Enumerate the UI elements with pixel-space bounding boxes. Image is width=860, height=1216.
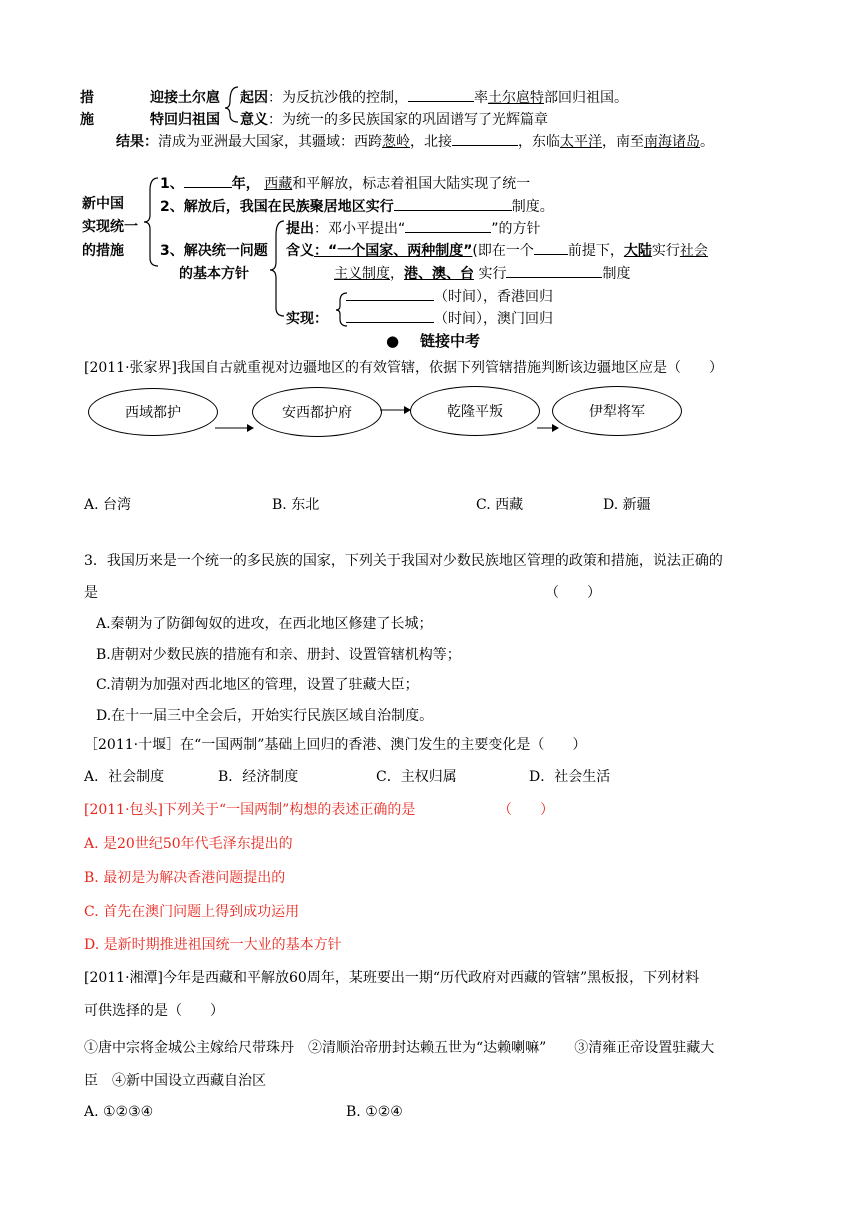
blank-mo-time [346, 309, 434, 323]
flow-node-1 [88, 388, 218, 436]
result-congling: 葱岭 [382, 134, 410, 150]
content-socialism: 主义制度 [334, 266, 390, 282]
q4-option-d: D. 是新时期推进祖国统一大业的基本方针 [84, 937, 342, 953]
welcome-line1: 迎接土尔扈 [150, 90, 220, 106]
q5-items-line2: 臣 ④新中国设立西藏自治区 [84, 1073, 266, 1089]
propose-tail: ”的方针 [491, 221, 541, 237]
result-text-e: 。 [700, 134, 714, 150]
q1-option-d: D. 新疆 [603, 497, 651, 513]
realize-hk-line [346, 286, 553, 306]
cause-line [240, 87, 628, 107]
result-text-c: ，东临 [518, 134, 560, 150]
blank-leader [408, 88, 474, 102]
q4-stem: [2011·包头]下列关于“一国两制”构想的表述正确的是 [84, 802, 416, 818]
item3-line2: 的基本方针 [179, 266, 249, 282]
result-text-d: ，南至 [602, 134, 644, 150]
blank-hk-time [346, 287, 434, 301]
item1-num: 1、 [160, 176, 184, 192]
realize-mo-line [346, 308, 553, 328]
newchina-side3: 的措施 [82, 243, 124, 259]
q4-option-b: B. 最初是为解决香港问题提出的 [84, 870, 286, 886]
content-comma: ， [390, 266, 404, 282]
q5-items-line1: ①唐中宗将金城公主嫁给尺带珠丹 ②清顺治帝册封达赖五世为“达赖喇嘛” ③清雍正帝设置驻藏大 [84, 1040, 715, 1056]
cause-torghut: 土尔扈特 [488, 90, 544, 106]
q3-stem: ［2011·十堰］在“一国两制”基础上回归的香港、澳门发生的主要变化是（ ） [84, 737, 587, 753]
q1-option-c: C. 西藏 [476, 497, 524, 513]
result-line [116, 131, 714, 151]
flow-node-3 [410, 386, 540, 436]
content-text-d: 实行 [651, 243, 680, 259]
result-text-b: ，北接 [410, 134, 452, 150]
result-nanhai: 南海诸岛 [644, 134, 700, 150]
q2-option-c: C.清朝为加强对西北地区的管理，设置了驻藏大臣； [96, 677, 419, 693]
newchina-item2 [160, 196, 554, 216]
q2-stem-line2: 是 [84, 585, 98, 601]
item3-line1: 3、解决统一问题 [160, 243, 268, 259]
q1-option-a: A. 台湾 [84, 497, 132, 513]
q4-option-c: C. 首先在澳门问题上得到成功运用 [84, 904, 300, 920]
content-quote: ：“一个国家、两种制度” [314, 243, 473, 259]
blank-policy [405, 219, 491, 233]
q3-option-d: D．社会生活 [529, 769, 611, 785]
blank-year [184, 174, 232, 188]
q2-paren: （ ） [545, 585, 601, 601]
item1-text: 和平解放，标志着祖国大陆实现了统一 [292, 176, 531, 192]
blank-system [394, 197, 512, 211]
item2-text: 2、解放后，我国在民族聚居地区实行 [160, 199, 394, 215]
realize-mo: （时间），澳门回归 [434, 311, 553, 327]
result-label: 结果： [116, 134, 158, 150]
content-hk-mo-tw: 港、澳、台 [404, 266, 474, 282]
propose-line [286, 218, 541, 238]
label-cuo: 措 [80, 90, 94, 106]
q3-option-b: B．经济制度 [218, 769, 299, 785]
cause-text: ：为反抗沙俄的控制， [268, 90, 408, 106]
propose-text: ：邓小平提出“ [314, 221, 406, 237]
q2-option-a: A.秦朝为了防御匈奴的进攻，在西北地区修建了长城； [96, 616, 433, 632]
meaning-text: ：为统一的多民族国家的巩固谱写了光辉篇章 [268, 112, 548, 128]
meaning-line [240, 109, 548, 129]
flow-node-4-label: 伊犁将军 [589, 404, 645, 420]
q4-option-a: A. 是20世纪50年代毛泽东提出的 [84, 836, 293, 852]
meaning-label: 意义 [240, 112, 268, 128]
q1-option-b: B. 东北 [272, 497, 320, 513]
content-mainland: 大陆 [623, 243, 652, 259]
q2-option-d: D.在十一届三中全会后，开始实行民族区域自治制度。 [96, 708, 434, 724]
item1-xizang: 西藏 [264, 176, 293, 192]
cause-text-b: 率 [474, 90, 488, 106]
realize-label: 实现： [286, 311, 328, 327]
q4-paren: （ ） [498, 802, 554, 818]
newchina-item1 [160, 173, 530, 193]
content-text-i: 制度 [602, 266, 631, 282]
content-text-h: 实行 [474, 266, 507, 282]
flow-node-3-label: 乾隆平叛 [447, 404, 503, 420]
q2-stem-line1: 3．我国历来是一个统一的多民族的国家，下列关于我国对少数民族地区管理的政策和措施，说法正确的 [84, 553, 723, 569]
q2-option-b: B.唐朝对少数民族的措施有和亲、册封、设置管辖机构等； [96, 647, 461, 663]
section-title: 链接中考 [419, 332, 480, 350]
result-pacific: 太平洋 [560, 134, 602, 150]
flow-node-2 [252, 387, 382, 437]
item2-tail: 制度。 [511, 199, 554, 215]
content-line2 [334, 263, 630, 283]
content-text-b: (即在一个 [472, 243, 534, 259]
q5-option-b: B. ①②④ [346, 1104, 403, 1120]
content-text-c: 前提下， [567, 243, 624, 259]
result-text-a: 清成为亚洲最大国家，其疆域：西跨 [158, 134, 382, 150]
label-shi: 施 [80, 112, 94, 128]
content-social: 社会 [679, 243, 708, 259]
section-heading [386, 330, 480, 351]
content-label: 含义 [286, 243, 314, 259]
welcome-line2: 特回归祖国 [150, 112, 220, 128]
bullet-icon: ● [386, 332, 400, 350]
item1-year: 年， [231, 176, 260, 192]
cause-label: 起因 [240, 90, 268, 106]
q5-stem-line2: 可供选择的是（ ） [84, 1003, 224, 1019]
propose-label: 提出 [286, 221, 314, 237]
content-line1 [286, 240, 708, 260]
flow-node-2-label: 安西都护府 [282, 405, 352, 421]
q1-stem: [2011·张家界]我国自古就重视对边疆地区的有效管辖，依据下列管辖措施判断该边疆地区应是（ ） [84, 360, 724, 376]
q5-stem-line1: [2011·湘潭]今年是西藏和平解放60周年，某班要出一期“历代政府对西藏的管辖”黑板报，下列材料 [84, 970, 700, 986]
newchina-side2: 实现统一 [82, 219, 138, 235]
flow-node-4 [552, 386, 682, 436]
blank-capitalism [506, 264, 602, 278]
q3-option-c: C．主权归属 [376, 769, 457, 785]
newchina-side1: 新中国 [82, 196, 124, 212]
q3-option-a: A．社会制度 [84, 769, 165, 785]
realize-hk: （时间），香港回归 [434, 289, 553, 305]
cause-text-d: 部回归祖国。 [544, 90, 628, 106]
blank-premise [534, 241, 568, 255]
flow-node-1-label: 西域都护 [125, 405, 181, 421]
blank-north [452, 132, 518, 146]
q5-option-a: A. ①②③④ [84, 1104, 154, 1120]
